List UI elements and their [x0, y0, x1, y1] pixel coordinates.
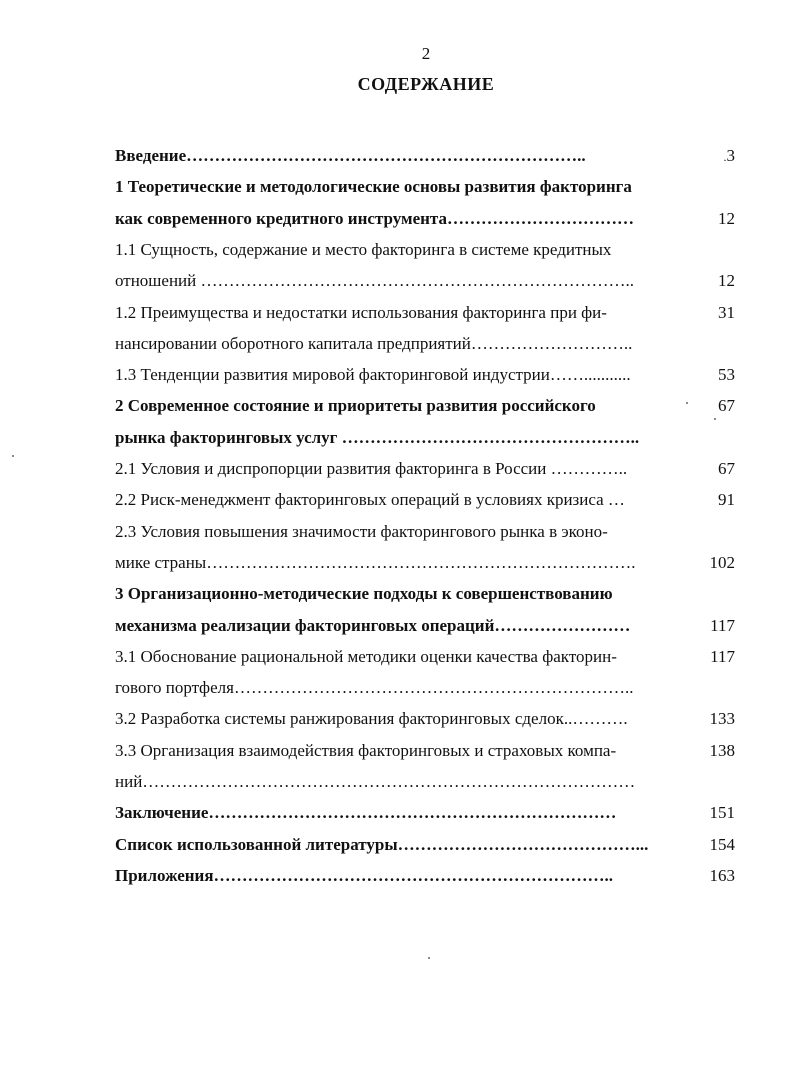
- toc-entry-text: 3.1 Обоснование рациональной методики оценки качества факторин-: [115, 647, 617, 666]
- toc-page-number: 163: [709, 866, 735, 885]
- toc-page-number: 31: [718, 303, 735, 322]
- toc-entry-leader: …………………………………………………………………..: [200, 271, 634, 290]
- toc-entry-page: [695, 703, 735, 734]
- toc-entry-leader: ……………………………………...: [397, 835, 649, 854]
- toc-page-number: 53: [718, 365, 735, 384]
- toc-page-number: 117: [710, 647, 735, 666]
- toc-entry-text: ний: [115, 772, 143, 791]
- toc-entry-page: [695, 641, 735, 672]
- page-title: СОДЕРЖАНИЕ: [357, 74, 495, 94]
- toc-entry: [115, 766, 689, 797]
- toc-entry-page: [695, 203, 735, 234]
- toc-entry-page: [695, 359, 735, 390]
- toc-entry-leader: ……………………………………………..: [341, 428, 640, 447]
- page-number: 2: [421, 44, 431, 63]
- toc-page-number: 151: [709, 803, 735, 822]
- toc-entry: [115, 578, 689, 609]
- toc-entry-text: 1.1 Сущность, содержание и место факторинга в системе кредитных: [115, 240, 612, 259]
- toc-page-number: 138: [709, 741, 735, 760]
- toc-entry-leader: ………………………..: [470, 334, 633, 353]
- toc-entry-text: механизма реализации факторинговых операций: [115, 616, 495, 635]
- toc-entry-text: гового портфеля: [115, 678, 234, 697]
- toc-entry-text: Заключение: [115, 803, 209, 822]
- toc-entry-text: 2 Современное состояние и приоритеты развития российского: [115, 396, 596, 415]
- toc-page-number: 12: [718, 209, 735, 228]
- scan-speck: [12, 455, 14, 457]
- toc-entry: [115, 703, 689, 734]
- toc-entry-leader: ………………………………………………………………: [208, 803, 617, 822]
- toc-entry-text: Список использованной литературы: [115, 835, 398, 854]
- toc-entry-leader: ………………………………………………………………….: [206, 553, 636, 572]
- toc-entry-text: 3.3 Организация взаимодействия факторинговых и страховых компа-: [115, 741, 617, 760]
- toc-entry: [115, 140, 689, 171]
- toc-entry: [115, 641, 689, 672]
- toc-entry-text: 2.3 Условия повышения значимости факторингового рынка в эконо-: [115, 522, 608, 541]
- toc-page-number: 67: [718, 459, 735, 478]
- toc-entry: [115, 672, 689, 703]
- toc-entry-leader: ……………………………: [446, 209, 634, 228]
- toc-entry-leader: ……………………: [494, 616, 631, 635]
- toc-entry-page: [695, 484, 735, 515]
- toc-page-mark: .: [723, 150, 727, 164]
- toc-page-number: 91: [718, 490, 735, 509]
- toc-entry: [115, 422, 689, 453]
- toc-entry: [115, 297, 689, 328]
- toc-page-number: 12: [718, 271, 735, 290]
- toc-entry: [115, 328, 689, 359]
- toc-entry-page: [695, 390, 735, 421]
- toc-entry-text: 1.2 Преимущества и недостатки использования факторинга при фи-: [115, 303, 607, 322]
- toc-entry-leader: …………..: [550, 459, 628, 478]
- toc-entry-page: [695, 453, 735, 484]
- toc-entry-text: нансировании оборотного капитала предприятий: [115, 334, 471, 353]
- toc-entry-text: 3.2 Разработка системы ранжирования факторинговых сделок: [115, 709, 564, 728]
- scan-speck: [714, 418, 716, 420]
- toc-entry-text: 1.3 Тенденции развития мировой факторинговой индустрии: [115, 365, 550, 384]
- toc-entry-page: [695, 547, 735, 578]
- toc-entry-page: [695, 829, 735, 860]
- toc-entry: [115, 265, 689, 296]
- toc-page-number: 154: [709, 835, 735, 854]
- toc-page-number: 133: [709, 709, 735, 728]
- toc-entry-text: отношений: [115, 271, 201, 290]
- toc-entry: [115, 484, 689, 515]
- toc-entry: [115, 610, 689, 641]
- toc-entry: [115, 234, 689, 265]
- toc-entry-page: [695, 797, 735, 828]
- toc-entry: [115, 516, 689, 547]
- toc-entry: [115, 547, 689, 578]
- toc-entry-leader: ……………………………………………………………..: [186, 146, 586, 165]
- toc-entry-text: рынка факторинговых услуг: [115, 428, 342, 447]
- toc-entry: [115, 171, 689, 202]
- toc-entry-leader: ……………………………………………………………..: [233, 678, 634, 697]
- toc-entry-page: [695, 265, 735, 296]
- toc-entry-text: 1 Теоретические и методологические основы развития факторинга: [115, 177, 632, 196]
- toc-entry-page: [695, 140, 735, 171]
- toc-page-number: 102: [709, 553, 735, 572]
- toc-entry-leader: ……………………………………………………………..: [213, 866, 614, 885]
- toc-entry-text: мике страны: [115, 553, 207, 572]
- toc-entry-text: Введение: [115, 146, 187, 165]
- toc-entry-page: [695, 610, 735, 641]
- toc-entry-text: 2.2 Риск-менеджмент факторинговых операций в условиях кризиса: [115, 490, 608, 509]
- toc-entry: [115, 359, 689, 390]
- toc-entry: [115, 390, 689, 421]
- toc-page-number: 117: [710, 616, 735, 635]
- toc-entry-page: [695, 860, 735, 891]
- scan-speck: [428, 957, 430, 959]
- toc-entry-text: как современного кредитного инструмента: [115, 209, 447, 228]
- toc-entry-page: [695, 297, 735, 328]
- toc-entry-leader: ..……….: [563, 709, 628, 728]
- toc-entry: [115, 735, 689, 766]
- toc-entry: [115, 797, 689, 828]
- toc-entry-leader: ……...........: [549, 365, 631, 384]
- toc-entry: [115, 860, 689, 891]
- toc-entry-leader: …: [607, 490, 625, 509]
- scan-speck: [686, 402, 688, 404]
- toc-page-number: 67: [718, 396, 735, 415]
- toc-entry-text: 2.1 Условия и диспропорции развития факторинга в России: [115, 459, 551, 478]
- toc-entry-leader: ……………………………………………………………………………: [142, 772, 636, 791]
- toc-entry-text: 3 Организационно-методические подходы к совершенствованию: [115, 584, 613, 603]
- toc-entry-text: Приложения: [115, 866, 214, 885]
- toc-page-number: 3: [726, 146, 735, 165]
- toc-entry-page: [695, 735, 735, 766]
- toc-entry: [115, 829, 689, 860]
- toc-entry: [115, 453, 689, 484]
- toc-entry: [115, 203, 689, 234]
